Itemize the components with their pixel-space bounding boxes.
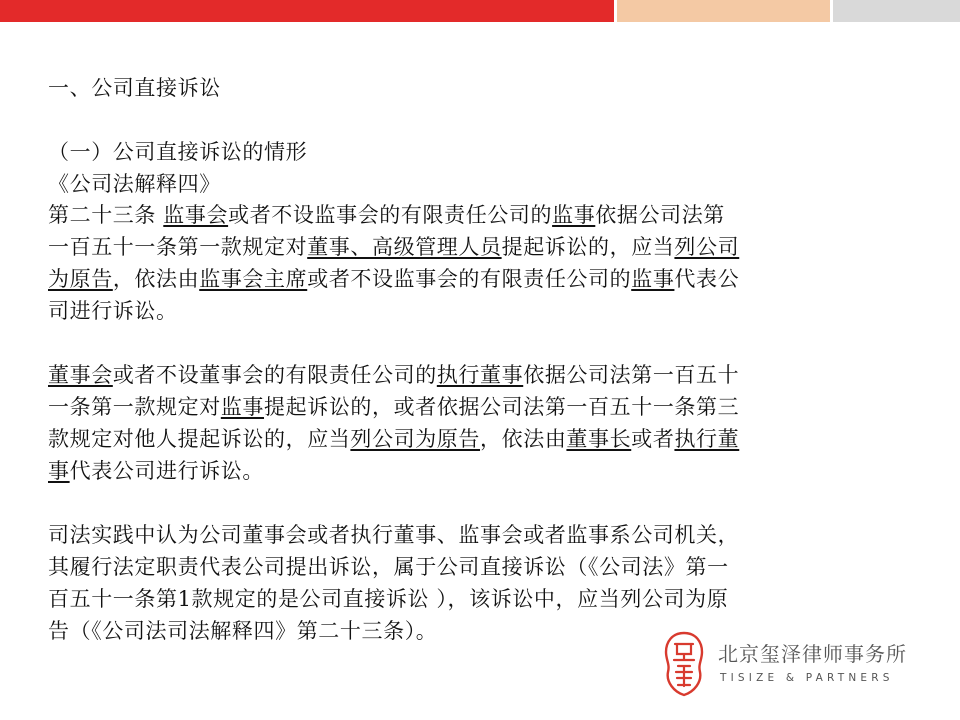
underlined-term: 监事 (220, 395, 265, 419)
underlined-term: 列公司 (674, 235, 740, 259)
firm-name-en: TISIZE & PARTNERS (720, 672, 894, 684)
p2-line-2: 一条第一款规定对监事提起诉讼的，或者依据公司法第一百五十一条第三 (48, 395, 740, 419)
p2-line-1: 董事会或者不设董事会的有限责任公司的执行董事依据公司法第一百五十 (48, 363, 740, 387)
underlined-term: 列公司为原告 (350, 427, 481, 451)
underlined-term: 董事、高级管理人员 (307, 235, 502, 259)
underlined-term: 董事长 (566, 427, 632, 451)
underlined-term: 监事 (552, 203, 596, 227)
p1-line-1: 第二十三条 监事会或者不设监事会的有限责任公司的监事依据公司法第 (48, 203, 725, 227)
underlined-term: 董事会 (48, 363, 113, 387)
top-bar-red (0, 0, 614, 22)
top-bar-grey (833, 0, 960, 22)
firm-name-cn: 北京玺泽律师事务所 (718, 642, 907, 666)
underlined-term: 监事会 (163, 203, 229, 227)
p1-line-2: 一百五十一条第一款规定对董事、高级管理人员提起诉讼的，应当列公司 (48, 235, 740, 259)
underlined-term: 执行董 (674, 427, 740, 451)
p1-line-3: 为原告，依法由监事会主席或者不设监事会的有限责任公司的监事代表公 (48, 267, 740, 291)
p3-line-1: 司法实践中认为公司董事会或者执行董事、监事会或者监事系公司机关， (48, 523, 740, 547)
p3-line-4: 告（《公司法司法解释四》第二十三条）。 (48, 619, 438, 643)
underlined-term: 执行董事 (436, 363, 524, 387)
top-bar-tan (617, 0, 830, 22)
p2-line-4: 事代表公司进行诉讼。 (48, 459, 265, 483)
p3-line-2: 其履行法定职责代表公司提出诉讼，属于公司直接诉讼（《公司法》第一 (48, 555, 729, 579)
top-color-bar (0, 0, 960, 22)
seal-icon (662, 630, 706, 698)
source-title: 《公司法解释四》 (48, 172, 221, 196)
underlined-term: 监事 (631, 267, 675, 291)
p3-line-3: 百五十一条第1款规定的是公司直接诉讼 ），该诉讼中，应当列公司为原 (48, 587, 729, 611)
p1-line-4: 司进行诉讼。 (48, 299, 178, 323)
underlined-term: 事 (48, 459, 70, 483)
subsection-heading: （一）公司直接诉讼的情形 (48, 140, 308, 164)
firm-logo (662, 630, 932, 700)
underlined-term: 监事会主席 (199, 267, 308, 291)
p2-line-3: 款规定对他人提起诉讼的，应当列公司为原告，依法由董事长或者执行董 (48, 427, 740, 451)
underlined-term: 为原告 (48, 267, 113, 291)
section-heading: 一、公司直接诉讼 (48, 76, 221, 100)
